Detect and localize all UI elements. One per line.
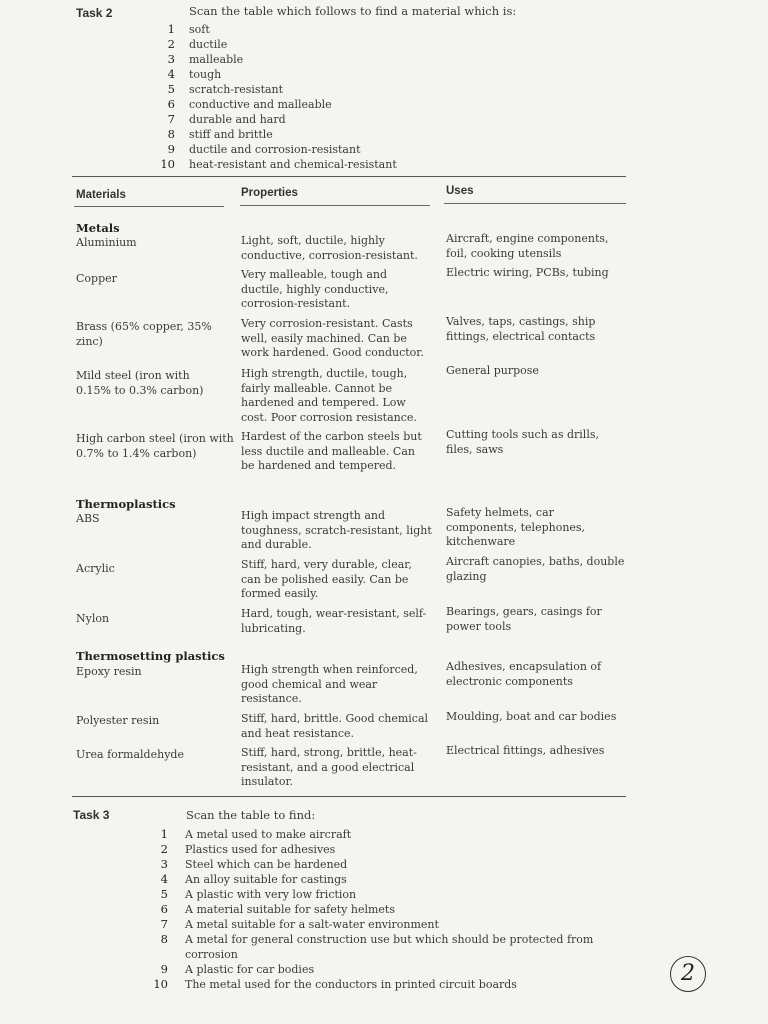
task3-intro: Scan the table to find:: [186, 808, 316, 822]
header-uses: Uses: [446, 185, 474, 197]
cell-material: Brass (65% copper, 35% zinc): [76, 320, 212, 348]
cell-material: Epoxy resin: [76, 665, 142, 678]
cell-uses: Electric wiring, PCBs, tubing: [446, 266, 609, 279]
task3-item: [0, 887, 768, 902]
group-thermosetting: Thermosetting plastics: [76, 649, 225, 663]
task2-title: Task 2: [76, 6, 113, 20]
task2-item: [0, 22, 768, 37]
item-text: A plastic with very low friction: [185, 888, 357, 901]
item-text: A plastic for car bodies: [185, 963, 315, 976]
item-text: conductive and malleable: [189, 98, 332, 111]
task2-item: [0, 97, 768, 112]
task2-item: [0, 52, 768, 67]
cell-uses: Aircraft canopies, baths, double glazing: [446, 555, 625, 583]
item-text: durable and hard: [189, 113, 286, 126]
cell-material: ABS: [76, 512, 100, 525]
cell-properties: Light, soft, ductile, highly conductive, corrosion-resistant.: [241, 234, 418, 262]
item-text: malleable: [189, 53, 244, 66]
table-bottom-rule: [72, 796, 626, 797]
item-number: 1: [167, 22, 175, 36]
task2-item: [0, 157, 768, 172]
item-number: 5: [167, 82, 175, 96]
task2-item: [0, 82, 768, 97]
item-text: A metal for general construction use but which should be protected from corrosion: [185, 933, 594, 961]
item-text: A metal suitable for a salt-water environment: [185, 918, 439, 931]
item-text: ductile and corrosion-resistant: [189, 143, 361, 156]
item-number: 4: [167, 67, 175, 81]
cell-uses: Bearings, gears, casings for power tools: [446, 605, 602, 633]
cell-properties: High strength, ductile, tough, fairly malleable. Cannot be hardened and tempered. Low cost. Poor corrosion resistance.: [241, 367, 417, 424]
item-text: Plastics used for adhesives: [185, 843, 336, 856]
item-text: soft: [189, 23, 210, 36]
task3-item: [0, 902, 768, 917]
group-metals: Metals: [76, 221, 120, 235]
cell-uses: Safety helmets, car components, telephones, kitchenware: [446, 506, 586, 549]
task3-item: [0, 872, 768, 887]
item-number: 3: [160, 857, 168, 871]
cell-properties: Stiff, hard, brittle. Good chemical and heat resistance.: [241, 712, 429, 740]
cell-properties: Very corrosion-resistant. Casts well, easily machined. Can be work hardened. Good conductor.: [241, 317, 424, 360]
header-properties: Properties: [241, 187, 298, 199]
item-text: The metal used for the conductors in printed circuit boards: [185, 978, 517, 991]
task3-title: Task 3: [73, 808, 110, 822]
task3-item: [0, 977, 768, 992]
header-underline: [240, 205, 430, 206]
cell-material: Acrylic: [76, 562, 115, 575]
cell-uses: Adhesives, encapsulation of electronic components: [446, 660, 602, 688]
item-text: tough: [189, 68, 222, 81]
header-underline: [74, 206, 224, 207]
task2-item: [0, 127, 768, 142]
cell-material: Nylon: [76, 612, 110, 625]
cell-material: Aluminium: [76, 236, 137, 249]
cell-properties: High impact strength and toughness, scratch-resistant, light and durable.: [241, 509, 432, 552]
item-number: 7: [167, 112, 175, 126]
item-text: An alloy suitable for castings: [185, 873, 347, 886]
page-number: 2: [670, 956, 706, 992]
cell-properties: High strength when reinforced, good chemical and wear resistance.: [241, 663, 418, 706]
item-text: scratch-resistant: [189, 83, 284, 96]
task3-item: [0, 917, 768, 932]
cell-properties: Very malleable, tough and ductile, highly conductive, corrosion-resistant.: [241, 268, 389, 311]
cell-material: Copper: [76, 272, 117, 285]
task3-item: [0, 932, 768, 962]
item-text: Steel which can be hardened: [185, 858, 348, 871]
cell-uses: Electrical fittings, adhesives: [446, 744, 605, 757]
item-number: 3: [167, 52, 175, 66]
item-text: A metal used to make aircraft: [185, 828, 352, 841]
item-number: 10: [160, 157, 175, 171]
cell-properties: Stiff, hard, very durable, clear, can be polished easily. Can be formed easily.: [241, 558, 412, 601]
task2-intro: Scan the table which follows to find a material which is:: [189, 4, 517, 18]
task3-item: [0, 827, 768, 842]
item-text: A material suitable for safety helmets: [185, 903, 395, 916]
item-number: 6: [167, 97, 175, 111]
task3-list: [0, 827, 768, 992]
cell-properties: Hard, tough, wear-resistant, self-lubricating.: [241, 607, 427, 635]
cell-uses: Cutting tools such as drills, files, saws: [446, 428, 599, 456]
item-number: 10: [153, 977, 168, 991]
cell-material: Urea formaldehyde: [76, 748, 184, 761]
task3-item: [0, 962, 768, 977]
cell-material: Mild steel (iron with 0.15% to 0.3% carbon): [76, 369, 204, 397]
task2-item: [0, 37, 768, 52]
task3-item: [0, 857, 768, 872]
task2-item: [0, 142, 768, 157]
item-number: 9: [167, 142, 175, 156]
table-top-rule: [72, 176, 626, 177]
item-number: 4: [160, 872, 168, 886]
task2-item: [0, 112, 768, 127]
item-text: stiff and brittle: [189, 128, 273, 141]
item-number: 2: [167, 37, 175, 51]
item-number: 7: [160, 917, 168, 931]
cell-properties: Stiff, hard, strong, brittle, heat-resistant, and a good electrical insulator.: [241, 746, 417, 789]
item-number: 8: [160, 932, 168, 946]
item-text: heat-resistant and chemical-resistant: [189, 158, 397, 171]
cell-material: Polyester resin: [76, 714, 160, 727]
item-number: 2: [160, 842, 168, 856]
header-underline: [444, 203, 626, 204]
header-materials: Materials: [76, 189, 126, 201]
cell-properties: Hardest of the carbon steels but less ductile and malleable. Can be hardened and tempered.: [241, 430, 422, 473]
item-number: 1: [160, 827, 168, 841]
item-number: 6: [160, 902, 168, 916]
cell-uses: Aircraft, engine components, foil, cooking utensils: [446, 232, 609, 260]
cell-material: High carbon steel (iron with 0.7% to 1.4% carbon): [76, 432, 234, 460]
group-thermoplastics: Thermoplastics: [76, 497, 176, 511]
cell-uses: Moulding, boat and car bodies: [446, 710, 617, 723]
task3-item: [0, 842, 768, 857]
task2-item: [0, 67, 768, 82]
cell-uses: Valves, taps, castings, ship fittings, electrical contacts: [446, 315, 596, 343]
item-text: ductile: [189, 38, 228, 51]
item-number: 8: [167, 127, 175, 141]
task2-list: [0, 22, 768, 172]
item-number: 9: [160, 962, 168, 976]
item-number: 5: [160, 887, 168, 901]
cell-uses: General purpose: [446, 364, 539, 377]
